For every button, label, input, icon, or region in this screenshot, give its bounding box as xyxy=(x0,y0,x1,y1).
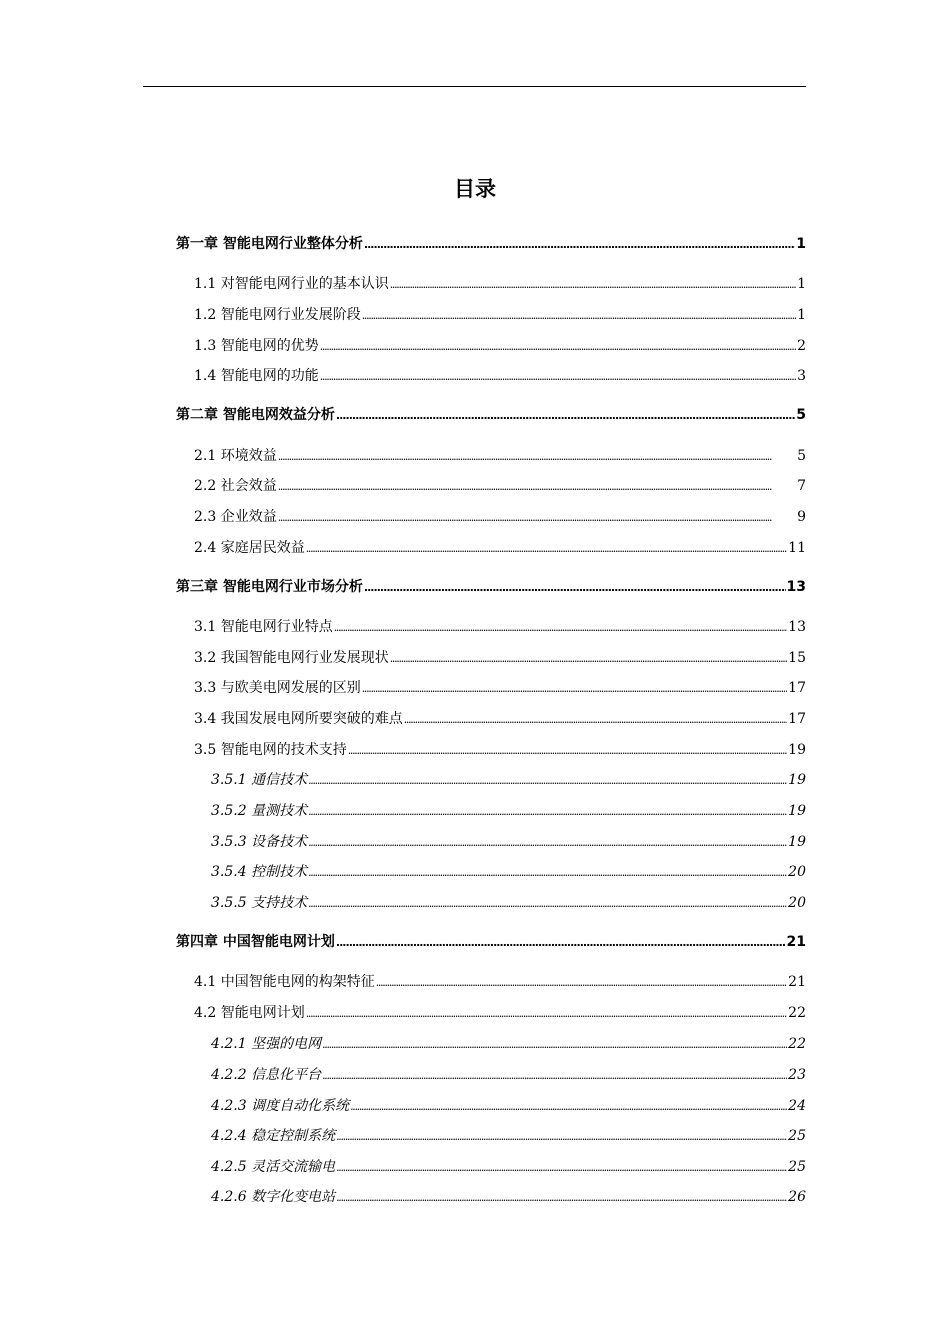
toc-entry-page-number: 20 xyxy=(788,864,806,880)
toc-entry-label: 3.5.4 控制技术 xyxy=(211,864,308,880)
toc-leader-dots xyxy=(336,1186,787,1209)
toc-entry-page-number: 24 xyxy=(788,1098,806,1114)
toc-entry[interactable] xyxy=(194,304,806,326)
toc-entry[interactable] xyxy=(211,1156,806,1178)
toc-leader-dots xyxy=(362,304,796,327)
toc-entry-page-number: 21 xyxy=(788,974,806,990)
toc-entry-page-number: 13 xyxy=(786,579,806,595)
toc-entry-page-number: 1 xyxy=(796,236,806,252)
toc-entry-page-number: 23 xyxy=(788,1067,806,1083)
toc-entry-label: 1.2 智能电网行业发展阶段 xyxy=(194,307,361,323)
toc-leader-dots xyxy=(320,365,796,388)
toc-entry[interactable] xyxy=(211,769,806,791)
toc-leader-dots xyxy=(306,1002,787,1025)
toc-entry-page-number: 19 xyxy=(788,834,806,850)
toc-entry-page-number: 22 xyxy=(788,1005,806,1021)
toc-entry[interactable] xyxy=(194,971,806,993)
toc-entry-label: 2.1 环境效益 xyxy=(194,448,277,464)
toc-entry[interactable] xyxy=(211,892,806,914)
toc-entry-page-number: 11 xyxy=(788,540,806,556)
toc-entry-label: 1.3 智能电网的优势 xyxy=(194,338,319,354)
toc-entry-label: 4.2.2 信息化平台 xyxy=(211,1067,322,1083)
toc-entry[interactable] xyxy=(194,708,806,730)
toc-leader-dots xyxy=(376,971,787,994)
toc-leader-dots xyxy=(308,831,787,854)
toc-leader-dots xyxy=(336,404,795,427)
toc-entry[interactable] xyxy=(211,1064,806,1086)
toc-entry-page-number: 1 xyxy=(797,276,806,292)
toc-leader-dots xyxy=(350,1095,787,1118)
toc-entry-page-number: 17 xyxy=(788,680,806,696)
toc-entry-page-number: 13 xyxy=(788,619,806,635)
toc-leader-dots xyxy=(308,861,787,884)
toc-entry[interactable] xyxy=(211,800,806,822)
toc-entry-label: 3.5.1 通信技术 xyxy=(211,772,308,788)
toc-entry[interactable] xyxy=(194,365,806,387)
toc-leader-dots xyxy=(322,1064,787,1087)
toc-entry-label: 3.4 我国发展电网所要突破的难点 xyxy=(194,711,403,727)
toc-entry-label: 4.2.5 灵活交流输电 xyxy=(211,1159,336,1175)
toc-entry-label: 4.2.1 坚强的电网 xyxy=(211,1036,322,1052)
toc-entry[interactable] xyxy=(194,616,806,638)
toc-entry-label: 2.4 家庭居民效益 xyxy=(194,540,305,556)
toc-entry-page-number: 22 xyxy=(788,1036,806,1052)
toc-entry-page-number: 19 xyxy=(788,742,806,758)
toc-entry-label: 3.5.2 量测技术 xyxy=(211,803,308,819)
toc-entry-label: 1.1 对智能电网行业的基本认识 xyxy=(194,276,389,292)
toc-entry[interactable] xyxy=(194,335,806,357)
toc-leader-dots xyxy=(348,739,787,762)
toc-entry-label: 4.1 中国智能电网的构架特征 xyxy=(194,974,375,990)
toc-entry[interactable] xyxy=(194,475,806,497)
toc-entry-label: 4.2.3 调度自动化系统 xyxy=(211,1098,350,1114)
toc-entry-label: 3.2 我国智能电网行业发展现状 xyxy=(194,650,389,666)
toc-entry[interactable] xyxy=(194,506,806,528)
toc-chapter-entry[interactable] xyxy=(176,931,806,953)
toc-leader-dots xyxy=(278,475,796,498)
toc-entry-label: 1.4 智能电网的功能 xyxy=(194,368,319,384)
toc-entry-page-number: 17 xyxy=(788,711,806,727)
toc-entry-page-number: 25 xyxy=(788,1159,806,1175)
toc-entry-label: 4.2.6 数字化变电站 xyxy=(211,1189,336,1205)
toc-entry-label: 2.3 企业效益 xyxy=(194,509,277,525)
toc-entry-label: 2.2 社会效益 xyxy=(194,478,277,494)
toc-leader-dots xyxy=(278,445,796,468)
toc-entry[interactable] xyxy=(211,1125,806,1147)
toc-entry[interactable] xyxy=(194,273,806,295)
toc-entry-label: 3.1 智能电网行业特点 xyxy=(194,619,333,635)
toc-entry-label: 3.3 与欧美电网发展的区别 xyxy=(194,680,361,696)
toc-leader-dots xyxy=(390,273,796,296)
toc-title: 目录 xyxy=(454,177,496,201)
toc-entry-page-number: 9 xyxy=(797,509,806,525)
toc-entry-page-number: 25 xyxy=(788,1128,806,1144)
toc-entry[interactable] xyxy=(194,647,806,669)
toc-leader-dots xyxy=(308,769,787,792)
toc-entry-label: 4.2.4 稳定控制系统 xyxy=(211,1128,336,1144)
toc-chapter-entry[interactable] xyxy=(176,404,806,426)
toc-entry[interactable] xyxy=(194,537,806,559)
toc-entry[interactable] xyxy=(211,831,806,853)
toc-entry-label: 第四章 中国智能电网计划 xyxy=(176,934,335,950)
toc-entry[interactable] xyxy=(211,1033,806,1055)
toc-entry-page-number: 7 xyxy=(797,478,806,494)
toc-leader-dots xyxy=(390,647,787,670)
toc-entry[interactable] xyxy=(194,1002,806,1024)
toc-entry[interactable] xyxy=(194,739,806,761)
toc-entry-label: 4.2 智能电网计划 xyxy=(194,1005,305,1021)
toc-entry[interactable] xyxy=(194,677,806,699)
toc-entry-page-number: 3 xyxy=(797,368,806,384)
toc-entry-page-number: 2 xyxy=(797,338,806,354)
toc-leader-dots xyxy=(308,892,787,915)
toc-leader-dots xyxy=(334,616,787,639)
toc-leader-dots xyxy=(322,1033,787,1056)
toc-leader-dots xyxy=(404,708,787,731)
toc-entry-page-number: 21 xyxy=(786,934,806,950)
toc-entry-label: 第二章 智能电网效益分析 xyxy=(176,407,335,423)
toc-leader-dots xyxy=(308,800,787,823)
toc-chapter-entry[interactable] xyxy=(176,233,806,255)
toc-entry-label: 3.5.3 设备技术 xyxy=(211,834,308,850)
toc-entry[interactable] xyxy=(211,861,806,883)
toc-leader-dots xyxy=(362,677,787,700)
toc-entry-page-number: 1 xyxy=(797,307,806,323)
toc-leader-dots xyxy=(336,1156,787,1179)
toc-leader-dots xyxy=(336,1125,787,1148)
toc-leader-dots xyxy=(278,506,796,529)
toc-entry-page-number: 20 xyxy=(788,895,806,911)
toc-entry-page-number: 5 xyxy=(796,407,806,423)
toc-leader-dots xyxy=(320,335,796,358)
toc-entry-label: 3.5 智能电网的技术支持 xyxy=(194,742,347,758)
toc-entry-page-number: 26 xyxy=(788,1189,806,1205)
toc-entry[interactable] xyxy=(211,1095,806,1117)
toc-leader-dots xyxy=(336,931,786,954)
toc-entry[interactable] xyxy=(211,1186,806,1208)
toc-entry-page-number: 19 xyxy=(788,772,806,788)
toc-entry-label: 第三章 智能电网行业市场分析 xyxy=(176,579,363,595)
toc-entry-page-number: 5 xyxy=(797,448,806,464)
toc-entry[interactable] xyxy=(194,445,806,467)
toc-chapter-entry[interactable] xyxy=(176,576,806,598)
toc-leader-dots xyxy=(364,233,795,256)
toc-entry-page-number: 15 xyxy=(788,650,806,666)
toc-entry-page-number: 19 xyxy=(788,803,806,819)
toc-leader-dots xyxy=(306,537,787,560)
toc-entry-label: 3.5.5 支持技术 xyxy=(211,895,308,911)
toc-entry-label: 第一章 智能电网行业整体分析 xyxy=(176,236,363,252)
toc-leader-dots xyxy=(364,576,786,599)
